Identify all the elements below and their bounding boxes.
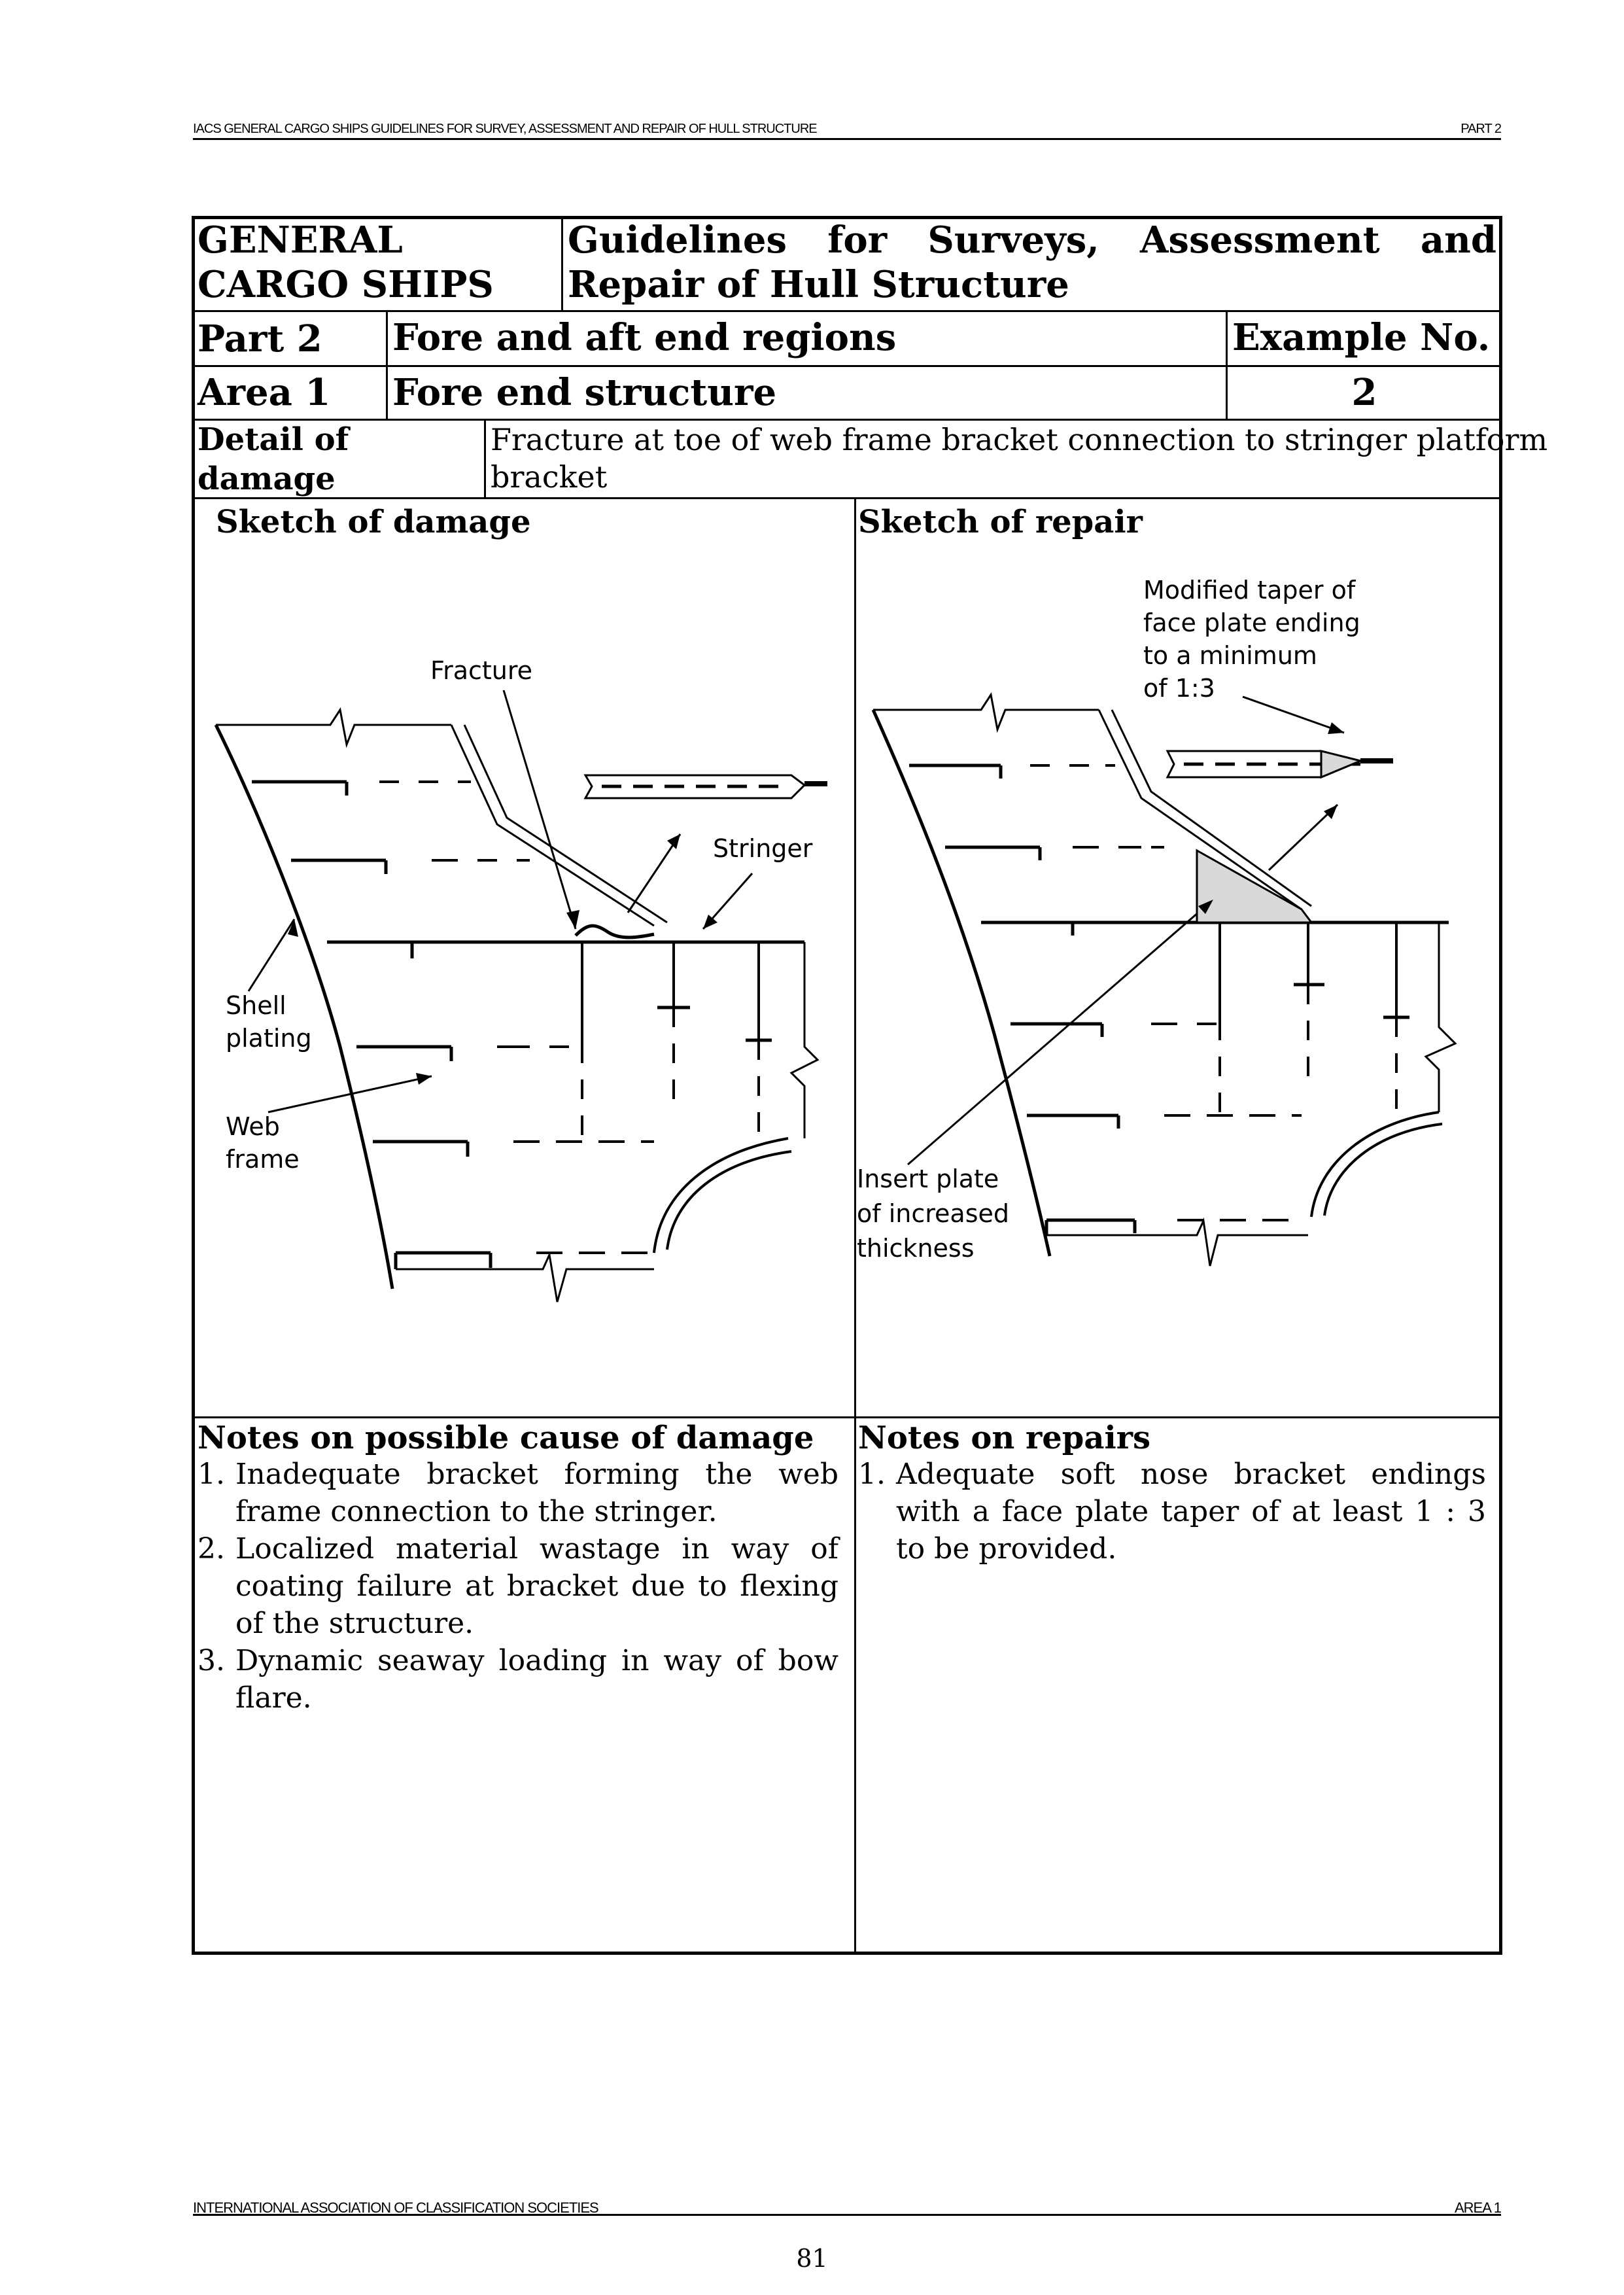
- label-shell-1: Shell: [226, 991, 286, 1020]
- page-number: 81: [796, 2244, 828, 2273]
- list-item: 1. Adequate soft nose bracket endings with a face plate taper of at least 1 : 3 to be provided.: [858, 1458, 1486, 1566]
- notes-cause-title: Notes on possible cause of damage: [198, 1420, 814, 1456]
- repair-sketch: [854, 0, 1508, 1413]
- list-item: 2. Localized material wastage in way of coating failure at bracket due to flexing of the structure.: [198, 1532, 838, 1640]
- detail-value-line1: Fracture at toe of web frame bracket connection to stringer platform: [491, 422, 1548, 457]
- label-insert-1: Insert plate: [857, 1165, 999, 1193]
- label-shell-2: plating: [226, 1024, 312, 1053]
- notes-repair-title: Notes on repairs: [858, 1420, 1150, 1456]
- detail-label-line1: Detail of: [198, 421, 349, 458]
- taper-shape: [1321, 751, 1360, 777]
- damage-sketch: [0, 0, 854, 1413]
- guidelines-line2: Repair of Hull Structure: [568, 263, 1069, 306]
- label-taper-3: to a minimum: [1143, 641, 1317, 670]
- guidelines-line1: Guidelines for Surveys, Assessment and: [568, 219, 1496, 262]
- list-item: 1. Inadequate bracket forming the web frame connection to the stringer.: [198, 1458, 838, 1528]
- label-web-1: Web: [226, 1112, 280, 1141]
- part-label: Part 2: [198, 317, 322, 360]
- label-web-2: frame: [226, 1145, 300, 1174]
- label-taper-1: Modified taper of: [1143, 576, 1356, 604]
- footer-area: AREA 1: [1454, 2199, 1501, 2216]
- sketch-damage-title: Sketch of damage: [216, 504, 531, 540]
- list-item: 3. Dynamic seaway loading in way of bow flare.: [198, 1644, 838, 1715]
- notes-cause-list: [198, 1456, 838, 1717]
- label-taper-4: of 1:3: [1143, 674, 1215, 703]
- detail-label-line2: damage: [198, 461, 336, 497]
- example-number: 2: [1351, 371, 1377, 414]
- part-value: Fore and aft end regions: [392, 316, 897, 359]
- label-fracture: Fracture: [430, 656, 533, 685]
- label-stringer: Stringer: [713, 834, 813, 863]
- example-label: Example No.: [1232, 316, 1491, 359]
- footer-org: INTERNATIONAL ASSOCIATION OF CLASSIFICATION SOCIETIES: [193, 2199, 598, 2216]
- notes-repair-list: [858, 1456, 1486, 1568]
- label-taper-2: face plate ending: [1143, 608, 1360, 637]
- fracture-mark: [576, 926, 654, 937]
- detail-value-line2: bracket: [491, 459, 608, 495]
- ship-type-line2: CARGO SHIPS: [198, 263, 494, 306]
- area-label: Area 1: [198, 371, 331, 414]
- area-value: Fore end structure: [392, 371, 777, 414]
- header-title: IACS GENERAL CARGO SHIPS GUIDELINES FOR SURVEY, ASSESSMENT AND REPAIR OF HULL STRUCTURE: [193, 122, 817, 136]
- header-part: PART 2: [1460, 122, 1501, 136]
- insert-plate-shape: [1197, 850, 1311, 922]
- sketch-repair-title: Sketch of repair: [858, 504, 1143, 540]
- ship-type-line1: GENERAL: [198, 219, 403, 262]
- label-insert-3: thickness: [857, 1234, 975, 1263]
- label-insert-2: of increased: [857, 1199, 1009, 1228]
